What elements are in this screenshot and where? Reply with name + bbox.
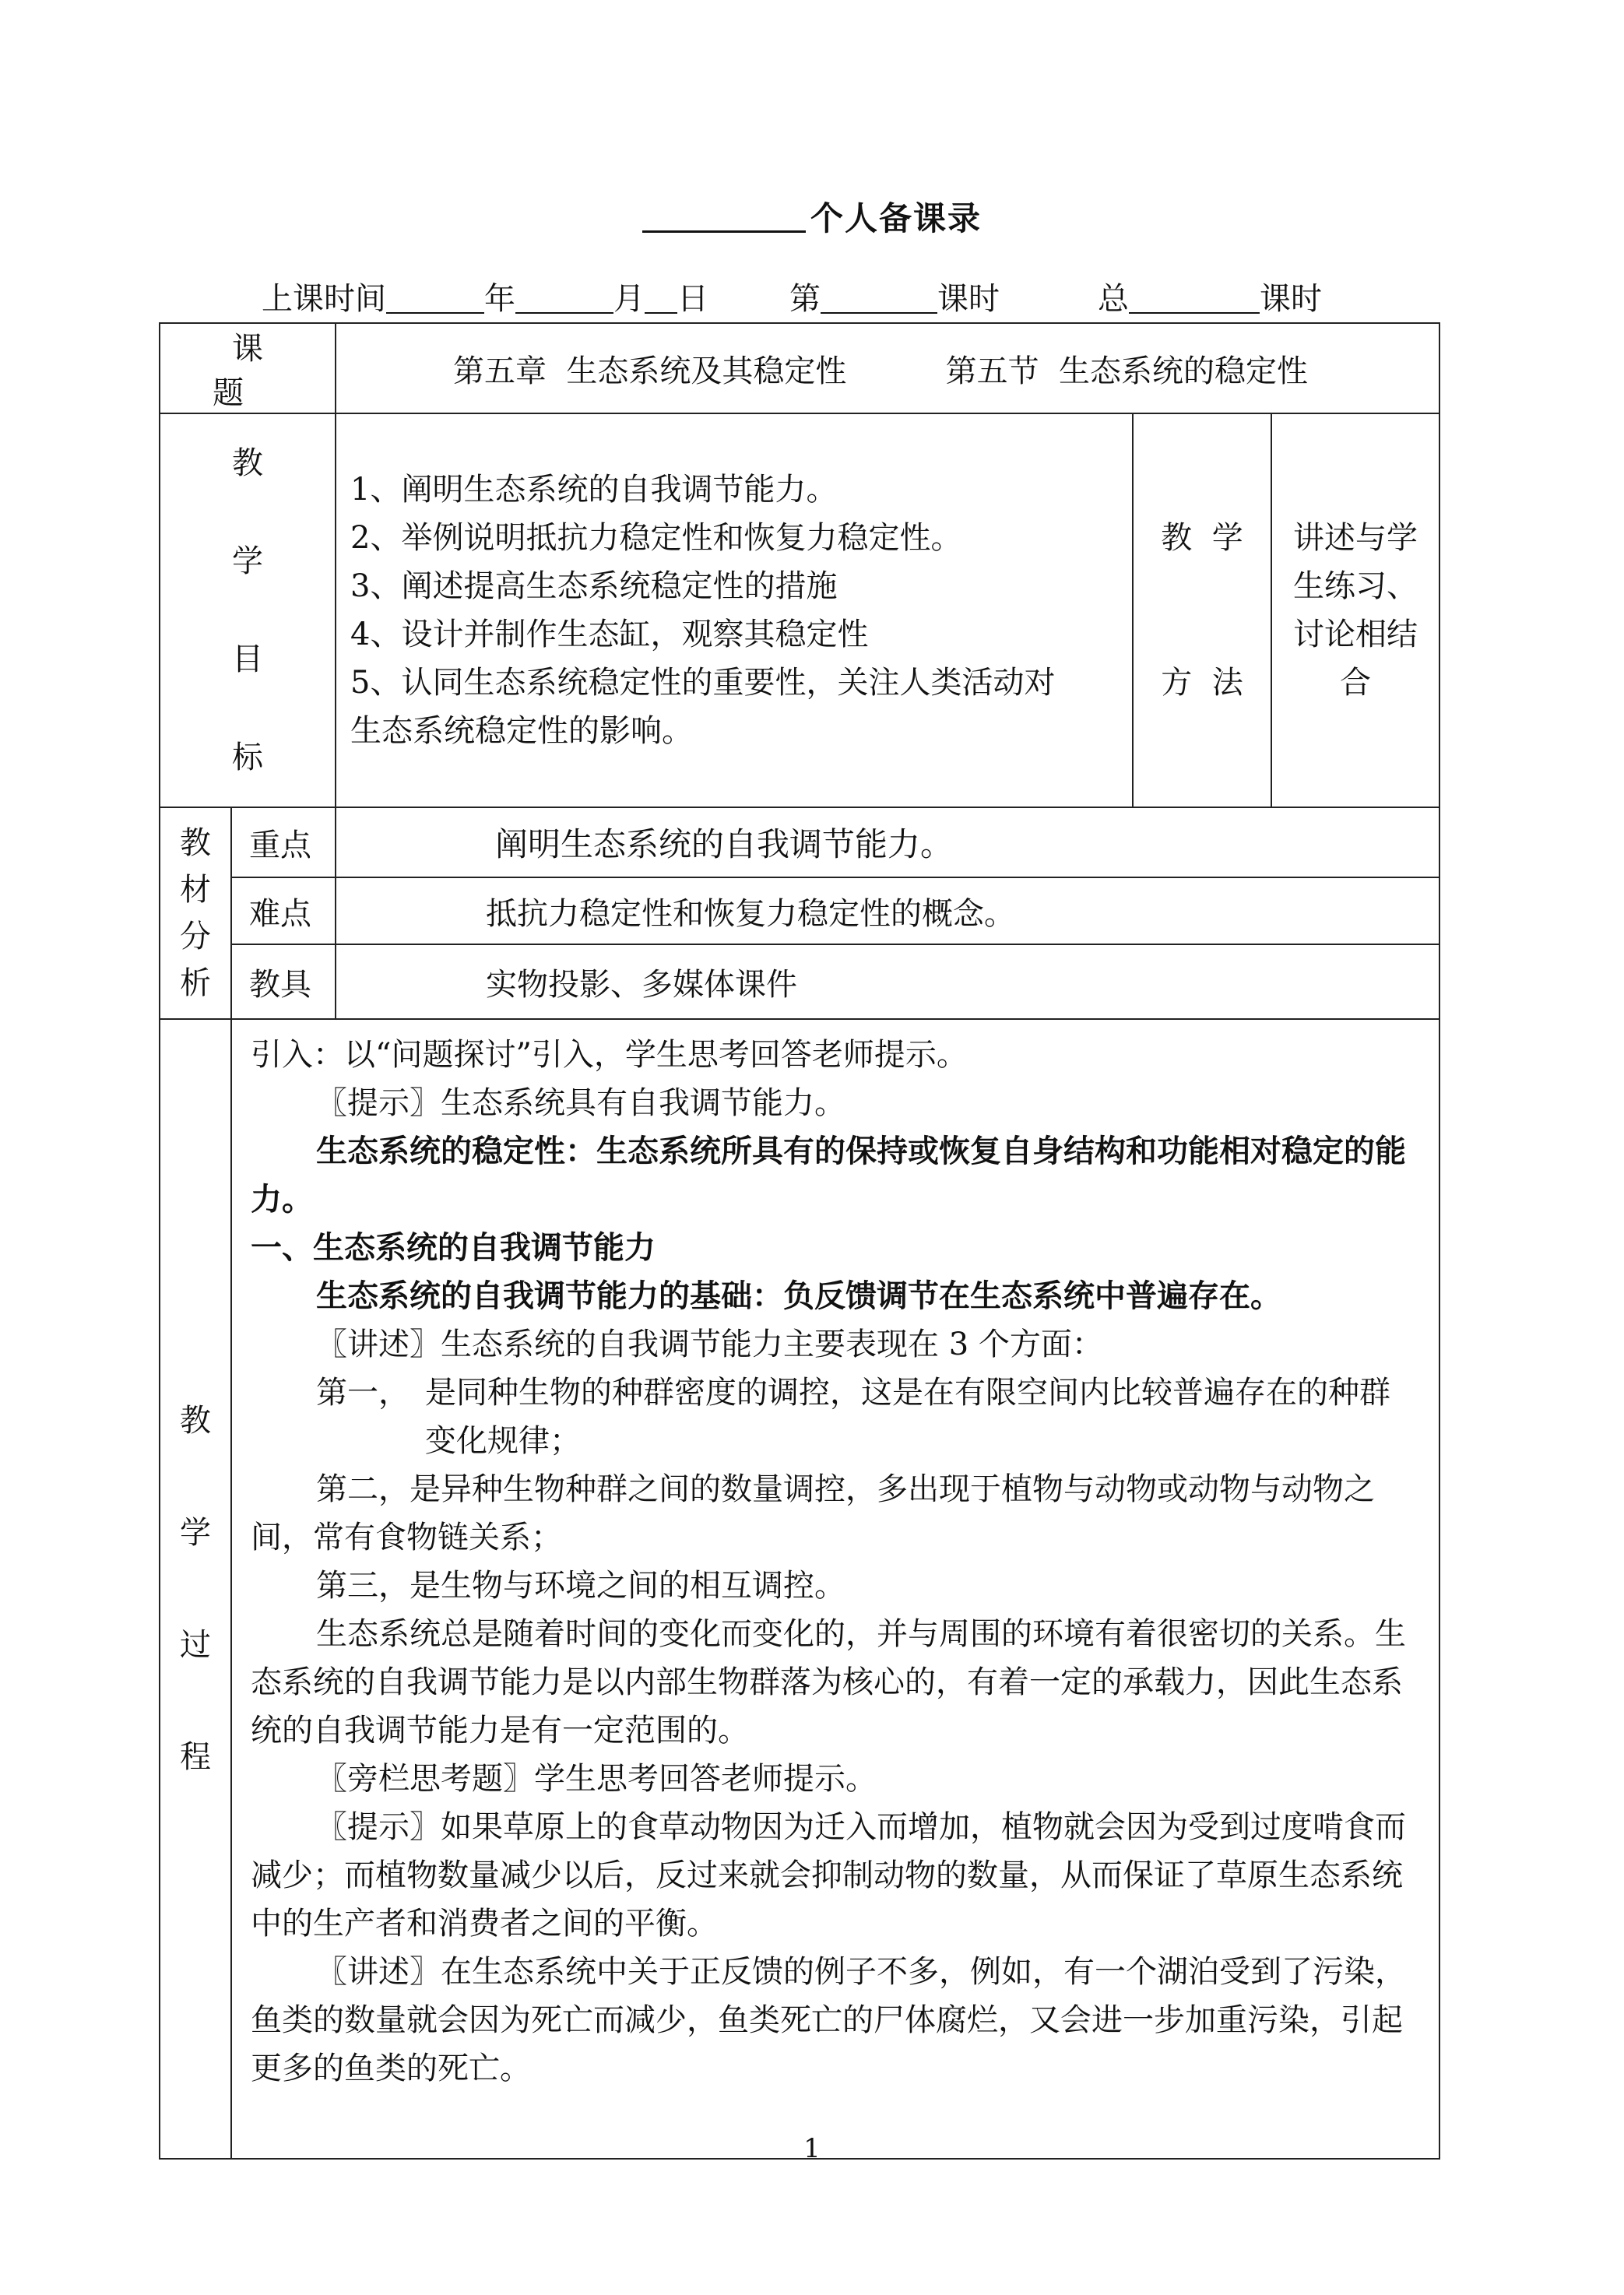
intro-paragraph: 引入：以“问题探讨”引入，学生思考回答老师提示。 bbox=[251, 1037, 968, 1073]
analysis-label-char: 材 bbox=[180, 872, 211, 908]
process-label-char: 过 bbox=[180, 1627, 211, 1663]
schedule-label-no: 第 bbox=[789, 281, 821, 317]
topic-label-cell bbox=[160, 323, 336, 413]
goal-item: 4、设计并制作生态缸，观察其稳定性 bbox=[350, 617, 869, 652]
schedule-label-month: 月 bbox=[613, 281, 645, 317]
hint-grassland-paragraph: 〖提示〗如果草原上的食草动物因为迁入而增加，植物就会因为受到过度啃食而减少；而植物数量减少以后，反过来就会抑制动物的数量，从而保证了草原生态系统中的生产者和消费者之间的平衡。 bbox=[251, 1809, 1406, 1942]
method-value-cell bbox=[1271, 413, 1439, 807]
page-title bbox=[0, 193, 1624, 240]
difficulty-label: 难点 bbox=[249, 895, 311, 932]
analysis-label-char: 教 bbox=[180, 825, 211, 861]
analysis-label-cell bbox=[160, 807, 231, 1019]
first-point-label: 第一， bbox=[316, 1375, 410, 1411]
definition-paragraph: 生态系统的稳定性：生态系统所具有的保持或恢复自身结构和功能相对稳定的能力。 bbox=[251, 1133, 1406, 1218]
key-label-cell bbox=[231, 807, 336, 877]
goals-label-cell bbox=[160, 413, 336, 807]
process-label-char: 程 bbox=[180, 1739, 211, 1775]
sidebar-question-paragraph: 〖旁栏思考题〗学生思考回答老师提示。 bbox=[316, 1761, 877, 1797]
schedule-line bbox=[262, 274, 1322, 318]
topic-label: 课题 bbox=[213, 331, 302, 411]
month-blank bbox=[515, 286, 613, 314]
goal-item: 2、举例说明抵抗力稳定性和恢复力稳定性。 bbox=[350, 520, 962, 556]
third-point: 第三，是生物与环境之间的相互调控。 bbox=[316, 1568, 845, 1604]
goal-item: 5、认同生态系统稳定性的重要性，关注人类活动对 bbox=[350, 665, 1056, 701]
lecture-paragraph: 〖讲述〗生态系统的自我调节能力主要表现在 3 个方面： bbox=[316, 1327, 1103, 1362]
topic-row bbox=[160, 323, 1439, 413]
analysis-label-char: 析 bbox=[180, 965, 211, 1001]
topic-value: 第五章 生态系统及其稳定性 第五节 生态系统的稳定性 bbox=[453, 353, 1309, 389]
goal-item: 1、阐明生态系统的自我调节能力。 bbox=[350, 472, 838, 508]
process-label-cell bbox=[160, 1019, 231, 2159]
schedule-label-year: 年 bbox=[484, 281, 515, 317]
tools-value-cell bbox=[336, 944, 1439, 1019]
tools-value: 实物投影、多媒体课件 bbox=[486, 966, 797, 1003]
first-point bbox=[251, 1369, 1411, 1465]
first-point-text: 是同种生物的种群密度的调控，这是在有限空间内比较普遍存在的种群变化规律； bbox=[425, 1375, 1390, 1459]
positive-feedback-paragraph: 〖讲述〗在生态系统中关于正反馈的例子不多，例如，有一个湖泊受到了污染，鱼类的数量就会因为死亡而减少，鱼类死亡的尸体腐烂，又会进一步加重污染，引起更多的鱼类的死亡。 bbox=[251, 1954, 1406, 2086]
schedule-label-total-period: 课时 bbox=[1260, 281, 1322, 317]
tools-label-cell bbox=[231, 944, 336, 1019]
schedule-label-day: 日 bbox=[677, 281, 708, 317]
schedule-label-time: 上课时间 bbox=[262, 281, 386, 317]
lesson-plan-table bbox=[159, 322, 1440, 2160]
hint-paragraph: 〖提示〗生态系统具有自我调节能力。 bbox=[316, 1085, 845, 1121]
method-value: 讲述与学生练习、讨论相结合 bbox=[1293, 520, 1418, 701]
difficulty-row bbox=[160, 877, 1439, 944]
schedule-label-total: 总 bbox=[1098, 281, 1129, 317]
section-heading: 一、生态系统的自我调节能力 bbox=[251, 1229, 656, 1266]
key-row bbox=[160, 807, 1439, 877]
goals-label-2: 目标 bbox=[232, 641, 302, 775]
basis-paragraph: 生态系统的自我调节能力的基础：负反馈调节在生态系统中普遍存在。 bbox=[316, 1278, 1281, 1314]
key-label: 重点 bbox=[249, 827, 311, 863]
goal-item: 生态系统稳定性的影响。 bbox=[350, 713, 693, 749]
method-label-1: 教 学 bbox=[1161, 520, 1243, 556]
schedule-label-period: 课时 bbox=[937, 281, 1000, 317]
total-blank bbox=[1129, 286, 1260, 314]
method-label-2: 方 法 bbox=[1161, 665, 1243, 701]
page-number: 1 bbox=[803, 2133, 821, 2164]
difficulty-value: 抵抗力稳定性和恢复力稳定性的概念。 bbox=[486, 895, 1015, 932]
year-blank bbox=[386, 286, 484, 314]
analysis-label-char: 分 bbox=[180, 919, 211, 954]
topic-value-cell bbox=[336, 323, 1439, 413]
process-row bbox=[160, 1019, 1439, 2159]
process-content-cell bbox=[231, 1019, 1439, 2159]
range-paragraph: 生态系统总是随着时间的变化而变化的，并与周围的环境有着很密切的关系。生态系统的自我调节能力是以内部生物群落为核心的，有着一定的承载力，因此生态系统的自我调节能力是有一定范围的。 bbox=[251, 1616, 1406, 1748]
key-value: 阐明生态系统的自我调节能力。 bbox=[495, 825, 954, 863]
goals-label-1: 教学 bbox=[232, 445, 302, 579]
period-blank bbox=[821, 286, 937, 314]
goals-cell bbox=[336, 413, 1133, 807]
difficulty-label-cell bbox=[231, 877, 336, 944]
method-label-cell bbox=[1133, 413, 1271, 807]
second-point: 第二，是异种生物种群之间的数量调控，多出现于植物与动物或动物与动物之间，常有食物链关系； bbox=[251, 1471, 1375, 1555]
tools-label: 教具 bbox=[249, 966, 311, 1003]
goal-item: 3、阐述提高生态系统稳定性的措施 bbox=[350, 568, 838, 604]
goals-row bbox=[160, 413, 1439, 807]
tools-row bbox=[160, 944, 1439, 1019]
title-blank-line bbox=[642, 201, 806, 233]
key-value-cell bbox=[336, 807, 1439, 877]
process-label-char: 学 bbox=[180, 1515, 211, 1551]
difficulty-value-cell bbox=[336, 877, 1439, 944]
process-label-char: 教 bbox=[180, 1403, 211, 1439]
title-text: 个人备课录 bbox=[810, 199, 982, 237]
day-blank bbox=[645, 286, 677, 314]
